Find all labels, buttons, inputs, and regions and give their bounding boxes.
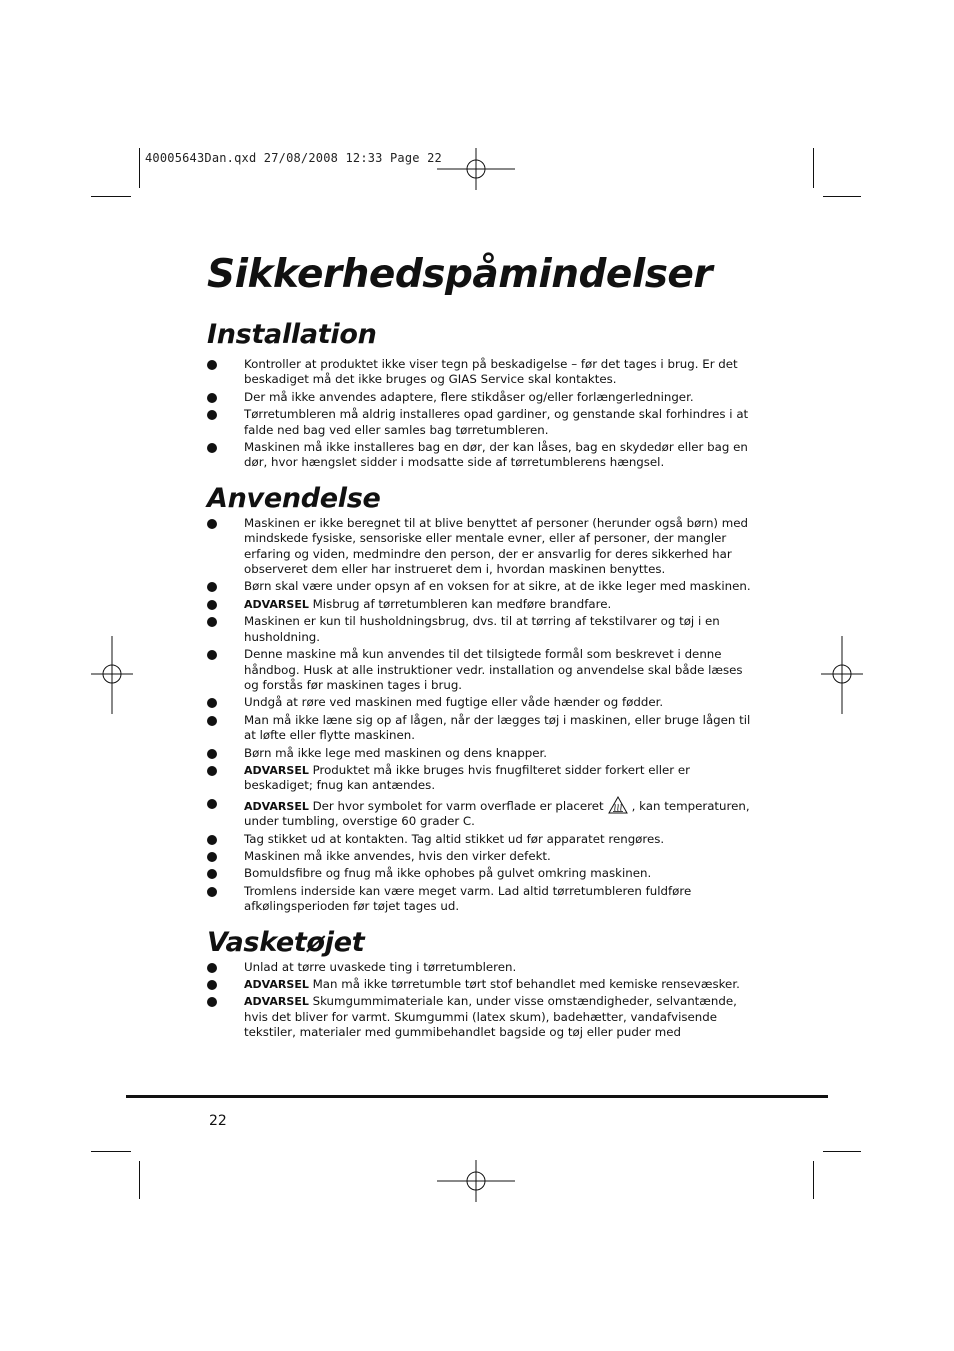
list-item: Børn må ikke lege med maskinen og dens knapper.: [207, 746, 752, 761]
section-heading-anvendelse: Anvendelse: [207, 482, 381, 514]
bullet-icon: [207, 963, 217, 973]
bullet-icon: [207, 887, 217, 897]
list-item: Undgå at røre ved maskinen med fugtige eller våde hænder og fødder.: [207, 695, 752, 710]
warning-label: ADVARSEL: [244, 597, 309, 611]
bullet-icon: [207, 360, 217, 370]
list-item: ADVARSEL Skumgummimateriale kan, under visse omstændigheder, selvantænde, hvis det bliver for varmt. Skumgummi (latex skum), badehætter, vandafvisende tekstiler, materialer med gummibehandlet bagside og tøj eller puder med: [207, 994, 752, 1040]
list-item: ADVARSEL Der hvor symbolet for varm overflade er placeret , kan temperaturen, under tumbling, overstige 60 grader C.: [207, 796, 752, 830]
bullet-icon: [207, 698, 217, 708]
bullet-icon: [207, 519, 217, 529]
list-item: Børn skal være under opsyn af en voksen for at sikre, at de ikke leger med maskinen.: [207, 579, 752, 594]
bullet-icon: [207, 393, 217, 403]
list-item: Maskinen må ikke installeres bag en dør, der kan låses, bag en skydedør eller bag en dør, hvor hængslet sidder i modsatte side af tørretumblerens hængsel.: [207, 440, 752, 471]
registration-mark-icon: [821, 636, 863, 714]
registration-mark-icon: [437, 1160, 517, 1202]
list-item: Tørretumbleren må aldrig installeres opad gardiner, og genstande skal forhindres i at falde ned bag ved eller samles bag tørretumbleren.: [207, 407, 752, 438]
warning-label: ADVARSEL: [244, 799, 309, 813]
crop-mark: [139, 148, 140, 188]
page-title: Sikkerhedspåmindelser: [207, 252, 713, 297]
warning-label: ADVARSEL: [244, 978, 309, 991]
crop-mark: [91, 196, 131, 197]
bullet-icon: [207, 617, 217, 627]
list-item: Man må ikke læne sig op af lågen, når der lægges tøj i maskinen, eller bruge lågen til at løfte eller flytte maskinen.: [207, 713, 752, 744]
crop-mark: [91, 1151, 131, 1152]
footer-rule: [126, 1095, 828, 1098]
bullet-icon: [207, 600, 217, 610]
list-item: Denne maskine må kun anvendes til det tilsigtede formål som beskrevet i denne håndbog. Husk at alle instruktioner vedr. installation og anvendelse skal både læses og forstås før maskinen tages i brug.: [207, 647, 752, 693]
crop-mark: [813, 1161, 814, 1199]
print-slug: 40005643Dan.qxd 27/08/2008 12:33 Page 22: [145, 151, 442, 165]
hot-surface-icon: [608, 796, 628, 814]
vasketojet-list: [207, 960, 752, 1041]
list-item: Maskinen er kun til husholdningsbrug, dvs. til at tørring af tekstilvarer og tøj i en husholdning.: [207, 614, 752, 645]
anvendelse-list: [207, 516, 752, 915]
bullet-icon: [207, 980, 217, 990]
list-item: Der må ikke anvendes adaptere, flere stikdåser og/eller forlængerledninger.: [207, 390, 752, 405]
list-item: ADVARSEL Man må ikke tørretumble tørt stof behandlet med kemiske rensevæsker.: [207, 977, 752, 992]
registration-mark-icon: [437, 148, 517, 190]
page-number: 22: [209, 1113, 227, 1129]
bullet-icon: [207, 650, 217, 660]
installation-list: [207, 357, 752, 471]
bullet-icon: [207, 799, 217, 809]
list-item: Maskinen må ikke anvendes, hvis den virker defekt.: [207, 849, 752, 864]
section-heading-installation: Installation: [207, 319, 377, 350]
list-item: ADVARSEL Misbrug af tørretumbleren kan medføre brandfare.: [207, 597, 752, 612]
list-item: Bomuldsfibre og fnug må ikke ophobes på gulvet omkring maskinen.: [207, 866, 752, 881]
list-item: Maskinen er ikke beregnet til at blive benyttet af personer (herunder også børn) med mindskede fysiske, sensoriske eller mentale evner, eller af personer, der mangler erfaring og viden, medmindre den person, der er ansvarlig for deres sikkerhed har observeret dem eller har instrueret dem i, hvordan maskinen benyttes.: [207, 516, 752, 578]
bullet-icon: [207, 997, 217, 1007]
registration-mark-icon: [91, 636, 133, 714]
bullet-icon: [207, 582, 217, 592]
content: [207, 318, 752, 1043]
list-item: Tag stikket ud at kontakten. Tag altid stikket ud før apparatet rengøres.: [207, 832, 752, 847]
crop-mark: [823, 1151, 861, 1152]
crop-mark: [139, 1161, 140, 1199]
list-item: Tromlens inderside kan være meget varm. Lad altid tørretumbleren fuldføre afkølingsperioden før tøjet tages ud.: [207, 884, 752, 915]
bullet-icon: [207, 716, 217, 726]
bullet-icon: [207, 835, 217, 845]
bullet-icon: [207, 410, 217, 420]
bullet-icon: [207, 852, 217, 862]
list-item: Unlad at tørre uvaskede ting i tørretumbleren.: [207, 960, 752, 975]
bullet-icon: [207, 443, 217, 453]
warning-label: ADVARSEL: [244, 763, 309, 777]
bullet-icon: [207, 869, 217, 879]
bullet-icon: [207, 749, 217, 759]
bullet-icon: [207, 766, 217, 776]
crop-mark: [813, 148, 814, 188]
crop-mark: [823, 196, 861, 197]
warning-label: ADVARSEL: [244, 995, 309, 1009]
list-item: Kontroller at produktet ikke viser tegn på beskadigelse – før det tages i brug. Er det beskadiget må det ikke bruges og GIAS Service skal kontaktes.: [207, 357, 752, 388]
section-heading-vasketojet: Vasketøjet: [207, 926, 365, 958]
list-item: ADVARSEL Produktet må ikke bruges hvis fnugfilteret sidder forkert eller er beskadiget; fnug kan antændes.: [207, 763, 752, 794]
